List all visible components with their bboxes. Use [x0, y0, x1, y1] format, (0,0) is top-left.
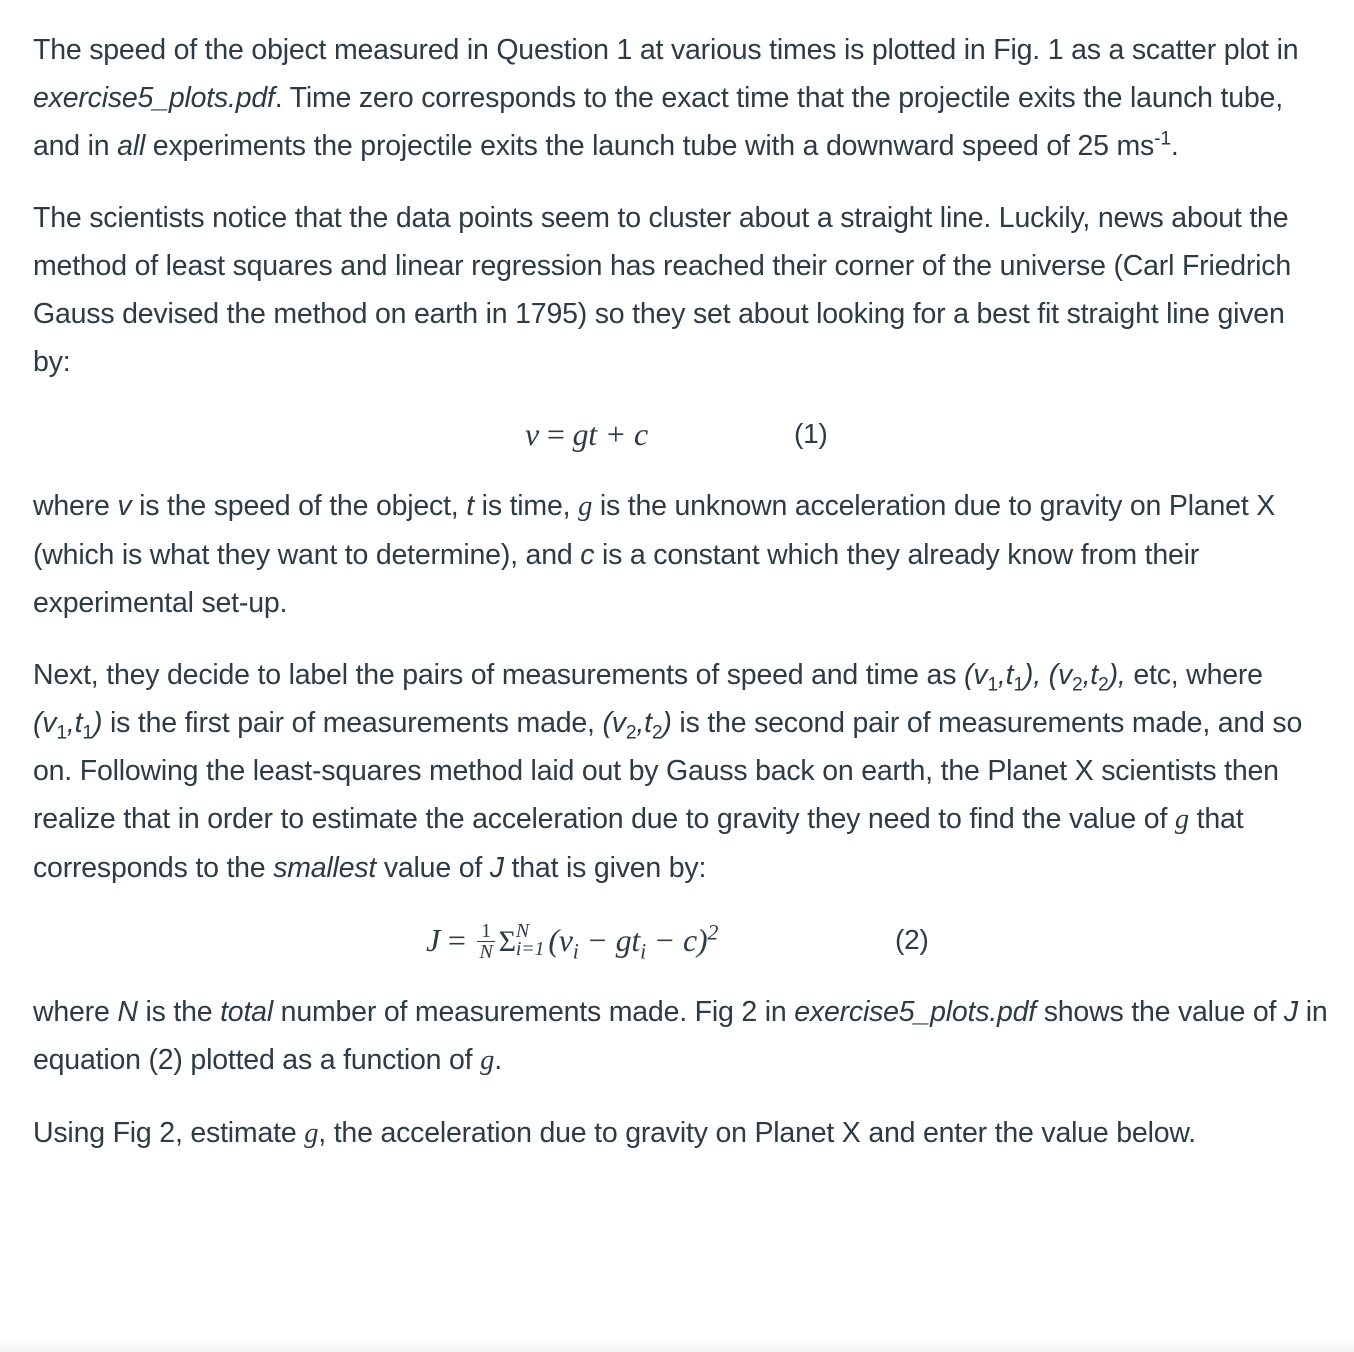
- footer-divider: [0, 1338, 1354, 1352]
- sigma-symbol: Σ: [498, 925, 516, 958]
- paragraph-least-squares: The scientists notice that the data points seem to cluster about a straight line. Luckily, news about the method of least squares and linear regression has reached their corner of the universe (Carl Friedrich Gauss devised the method on earth in 1795) so they set about looking for a best fit straight line given by:: [33, 202, 1291, 378]
- paragraph-gauss-method: Next, they decide to label the pairs of measurements of speed and time as $(v_1,t_1)$, $(v_2,t_2)$, etc, where $(v_1,t_1)$ is the first pair of measurements made, $(v_2,t_2)$ is the second pair of measurements made, and so on. Following the least-squares method laid out by Gauss back on earth, the Planet X scientists then realize that in order to estimate the acceleration due to gravity they need to find the value of g that corresponds to the smallest value of J that is given by:: [33, 659, 1303, 884]
- equation-1-formula: v = gt + c: [525, 416, 648, 452]
- equation-1: [33, 410, 1328, 458]
- question-body: [33, 26, 1328, 1182]
- file-reference: exercise5_plots.pdf: [794, 996, 1037, 1028]
- paragraph-instruction: Using Fig 2, estimate g, the acceleration due to gravity on Planet X and enter the value below.: [33, 1117, 1196, 1149]
- fraction-1-over-n: $\frac{1}{N}$: [479, 920, 493, 964]
- equation-1-number: (1): [794, 418, 828, 449]
- file-reference: exercise5_plots.pdf: [33, 82, 275, 114]
- sum-limits: N i=1: [515, 919, 545, 960]
- equation-2: [33, 916, 1328, 964]
- equation-2-number: (2): [895, 924, 929, 955]
- paragraph-fig2: where N is the total number of measurements made. Fig 2 in exercise5_plots.pdf shows the value of J in equation (2) plotted as a function of g.: [33, 996, 1328, 1076]
- paragraph-intro: The speed of the object measured in Question 1 at various times is plotted in Fig. 1 as a scatter plot in exercise5_plots.pdf. Time zero corresponds to the exact time that the projectile exits the launch tube, and in all experiments the projectile exits the launch tube with a downward speed of 25 $ms^{-1}$.: [33, 34, 1299, 162]
- paragraph-variables: where v is the speed of the object, t is time, g is the unknown acceleration due to gravity on Planet X (which is what they want to determine), and c is a constant which they already know from their experimental set-up.: [33, 490, 1276, 619]
- equation-2-formula: J = $\frac{1}{N}$ Σ N i=1 $(v_i - gt_i - c)^2$: [426, 919, 719, 964]
